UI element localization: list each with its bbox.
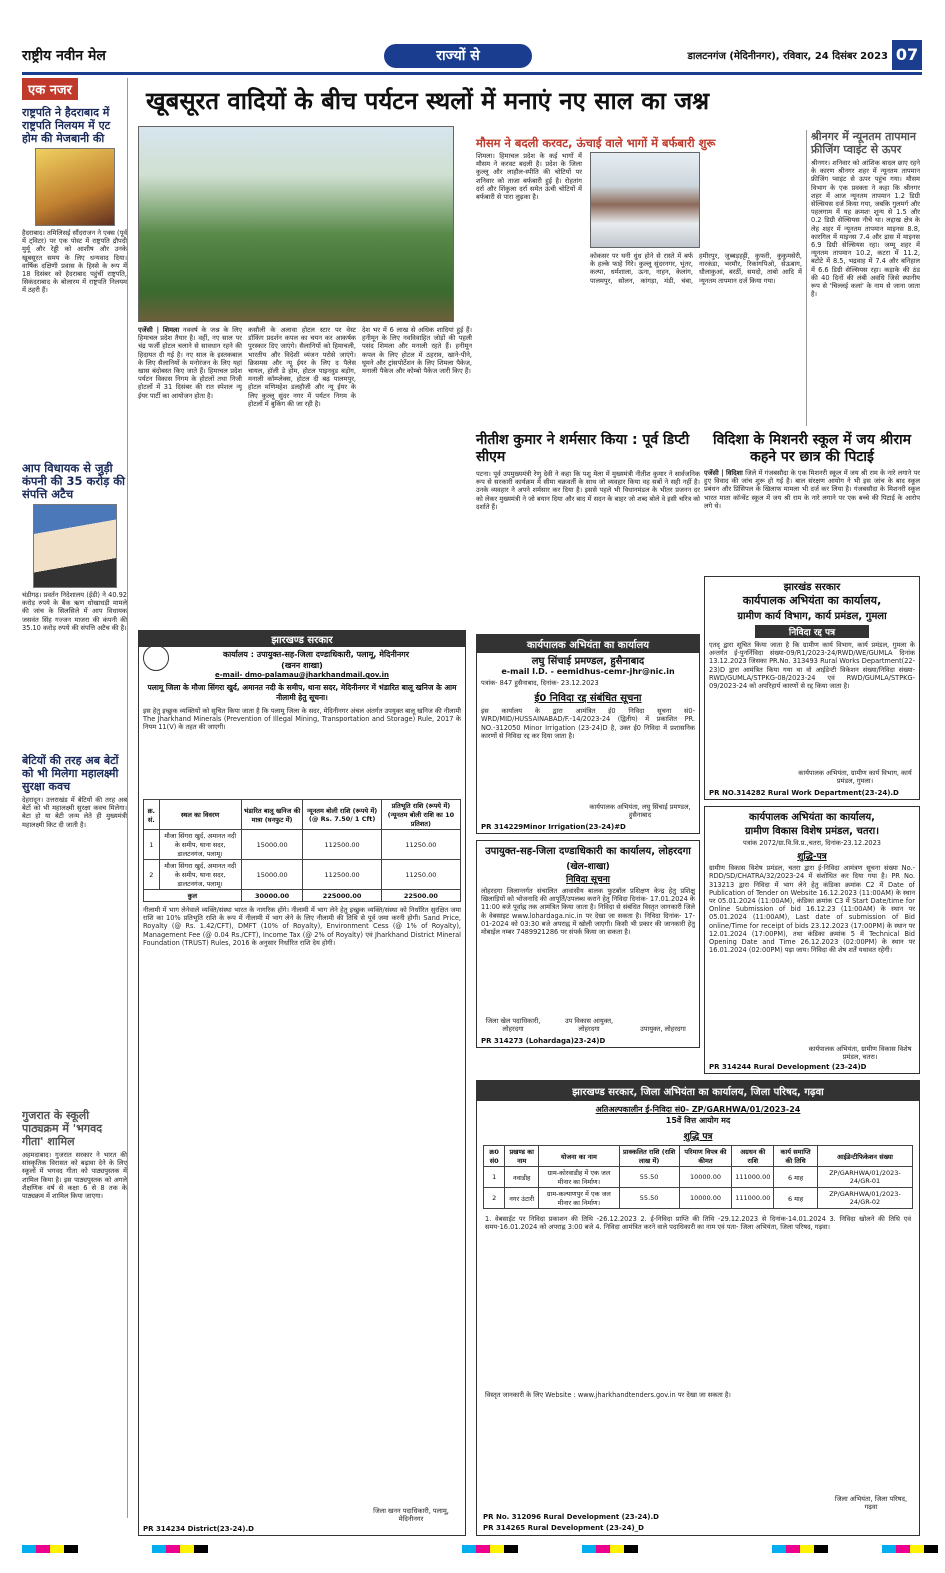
color-swatch — [504, 1545, 518, 1553]
color-swatch — [910, 1545, 924, 1553]
color-swatch — [772, 1545, 786, 1553]
table-header: प्राक्कलित राशि (राशि लाख में) — [619, 1146, 679, 1167]
srinagar-box — [806, 130, 920, 426]
lead-body-col3: देश भर में 6 लाख से अधिक शादियां हुई हैं। हनीमून के लिए नवविवाहित जोड़ों की पहली पसंद शिमला और मनाली रहते हैं। हनीमून कपल के लिए होटल में ठहराव, खाने-पीने, घूमने और ट्रांसपोर्टेशन के लिए शिमला पैकेज, मनाली पैकेज और कोम्बो पैकेज जारी किए हैं। — [362, 326, 472, 376]
page-number: 07 — [892, 40, 922, 70]
color-swatch — [476, 1545, 490, 1553]
table-cell: 6 माह — [774, 1188, 818, 1209]
sidebar-item1-body: हैदराबाद। तमिलिसई सौंदराजन ने एक्स (पूर्व में ट्विटर) पर एक पोस्ट में राष्ट्रपति द्रौपदी मुर्मू और रेड्डी को आशीष और उनके खूबसूरत समय के लिए धन्यवाद दिया। वार्षिक दक्षिणी प्रवास के हिस्से के रूप में 18 दिसंबर को हैदराबाद पहुंचीं राष्ट्रपति, सिकंदराबाद के बोलारम में राष्ट्रपति निलयम में ठहरी हैं। — [22, 229, 127, 295]
print-color-bar — [22, 1545, 922, 1553]
vidisha-headline: विदिशा के मिशनरी स्कूल में जय श्रीराम कहने पर छात्र की पिटाई — [712, 432, 912, 465]
ad-garhwa — [476, 1080, 920, 1536]
nitish-story — [476, 432, 700, 628]
table-cell: 112500.00 — [303, 830, 381, 860]
ad-palamau-table — [143, 799, 461, 902]
table-cell: 6 माह — [774, 1167, 818, 1188]
ad-chatra — [704, 806, 920, 1074]
ad-lohardaga-sign2: उप विकास आयुक्त, लोहरदगा — [564, 1016, 614, 1033]
ad-lohardaga-pr: PR 314273 (Lohardaga)23-24)D — [481, 1037, 606, 1045]
color-swatch — [786, 1545, 800, 1553]
ad-gumla-pr: PR NO.314282 Rural Work Department(23-24).D — [709, 789, 899, 797]
color-swatch — [924, 1545, 938, 1553]
vidisha-body: जिले में गंजबसौदा के एक मिशनरी स्कूल में जय श्री राम के नारे लगाने पर हुए विवाद की जांच शुरू हो गई है। बाल संरक्षण आयोग ने भी इस जांच के बाद स्कूल प्रबंधन और प्रिंसिपल के खिलाफ मामला भी दर्ज कर लिया है। गंजबसौदा के मिशनरी स्कूल भारत माता कॉन्वेंट स्कूल में जय श्री राम के नारे लगाने पर एक बच्चे की पिटाई के आरोप लगे थे। — [704, 469, 920, 510]
lead-body-col1: नववर्ष के जश्न के लिए हिमाचल प्रदेश तैयार है। वहीं, नए साल पर चंद्र फर्जी होटल चलाने से सावधान रहने की हिदायत दी गई है। नए साल के इस्तकबाल के लिए सैलानियों के मनोरंजन के लिए यहां खास बंदोबस्त किए जाते हैं। हिमाचल प्रदेश पर्यटन विकास निगम के होटलों तथा निजी होटलों में 31 दिसंबर की रात स्पेशल न्यू ईयर पार्टी का आयोजन होता है। — [138, 326, 242, 400]
ad-hussainabad-email: e-mail I.D. - eemidhus-cemr-jhr@nic.in — [501, 667, 675, 676]
ad-chatra-signature: कार्यपालक अभियंता, ग्रामीण विकास विशेष प्रमंडल, चतरा। — [808, 1044, 912, 1061]
table-cell: ZP/GARHWA/01/2023-24/GR-01 — [817, 1167, 912, 1188]
ad-lohardaga-branch: (खेल-शाखा) — [566, 862, 610, 872]
ad-hussainabad-ref: पत्रांक- 847 हुसैनाबाद, दिनांक- 23.12.2023 — [481, 679, 599, 687]
table-cell: 2 — [484, 1188, 505, 1209]
ad-lohardaga-title: निविदा सूचना — [565, 875, 611, 885]
ad-lohardaga-sign1: जिला खेल पदाधिकारी, लोहरदगा — [485, 1016, 541, 1033]
table-cell: 30000.00 — [241, 890, 303, 902]
ad-hussainabad-office: कार्यपालक अभियंता का कार्यालय — [477, 635, 699, 653]
lead-body — [138, 326, 474, 626]
color-swatch — [800, 1545, 814, 1553]
table-cell: 112500.00 — [303, 860, 381, 890]
ad-hussainabad — [476, 634, 700, 834]
ad-chatra-body: ग्रामीण विकास विशेष प्रमंडल, चतरा द्वारा ई-निविदा आमंत्रण सूचना संख्या No.-RDD/SD/CHATRA/32/2023-24 में संशोधित कर दिया गया है। PR No. 313213 द्वारा निविदा में भाग लेने हेतु कंडिका क्रमांक C2 में Date of Publication of Tender on Website 16.12.2023 (11:00AM) के स्थान पर 05.01.2024 (11:00AM), कंडिका क्रमांक C3 में Start Date/time for Online Submission of bid 16.12.23 (11:00AM) के स्थान पर 05.01.2024 (11:00AM), Last date of submission of Bid online/Time for receipt of bids 23.12.2023 (17:00PM) के स्थान पर 12.01.2024 (17:00PM), तथा कंडिका क्रमांक 5 में Technical Bid Opening Date and Time 26.12.2023 (02:00PM) के स्थान पर 16.01.2024 (02:00PM) पढ़ा जाय। निविदा की शेष शर्तें यथावत रहेगी। — [709, 864, 915, 955]
table-header: परिमाण विपत्र की कीमत — [679, 1146, 732, 1167]
sidebar-item3-body: देहरादून। उत्तराखंड में बेटियों की तरह अब बेटों को भी महालक्ष्मी सुरक्षा कवच मिलेगा। बेटा हो या बेटी जन्म लेते ही मुख्यमंत्री महालक्ष्मी किट दी जाती है। — [22, 796, 127, 829]
color-swatch — [180, 1545, 194, 1553]
color-swatch — [610, 1545, 624, 1553]
table-cell: नगर उंटारी — [505, 1188, 539, 1209]
table-cell: ZP/GARHWA/01/2023-24/GR-02 — [817, 1188, 912, 1209]
ad-palamau-branch: (खनन शाखा) — [281, 661, 323, 670]
table-cell: मौजा सिंगरा खुर्द, अमानत नदी के समीप, थाना सदर, डालटनगंज, पलामू। — [159, 830, 241, 860]
ad-gumla-signature: कार्यपालक अभियंता, ग्रामीण कार्य विभाग, कार्य प्रमंडल, गुमला। — [798, 768, 912, 785]
color-swatch — [882, 1545, 896, 1553]
table-row — [484, 1167, 913, 1188]
president-photo — [35, 148, 115, 226]
ad-palamau — [138, 630, 466, 1536]
color-swatch — [50, 1545, 64, 1553]
table-total-row — [144, 890, 461, 902]
newspaper-logo: राष्ट्रीय नवीन मेल — [22, 48, 106, 64]
color-swatch — [582, 1545, 596, 1553]
sidebar-item1-title: राष्ट्रपति ने हैदराबाद में राष्ट्रपति निलयम में एट होम की मेजबानी की — [22, 106, 111, 145]
ad-gumla-title: निविदा रद्द पत्र — [755, 625, 869, 638]
color-swatch — [64, 1545, 78, 1553]
color-swatch — [624, 1545, 638, 1553]
table-cell: मौजा सिंगरा खुर्द, अमानत नदी के समीप, थाना सदर, डालटनगंज, पलामू। — [159, 860, 241, 890]
table-cell: 111000.00 — [732, 1188, 774, 1209]
table-cell: 11250.00 — [381, 830, 460, 860]
color-swatch — [194, 1545, 208, 1553]
ad-chatra-division: ग्रामीण विकास विशेष प्रमंडल, चतरा। — [745, 826, 879, 837]
sidebar-item3-title: बेटियों की तरह अब बेटों को भी मिलेगा महालक्ष्मी सुरक्षा कवच — [22, 754, 119, 793]
sidebar-item4-body: अहमदाबाद। गुजरात सरकार ने भारत की सांस्कृतिक विरासत को बढ़ावा देने के लिए स्कूलों में भगवद गीता को पाठ्यपुस्तक में शामिल किया है। इस पाठ्यपुस्तक को अगले शैक्षणिक वर्ष से कक्षा 6 से 8 तक के पाठ्यक्रम में शामिल किया जाएगा। — [22, 1151, 127, 1201]
header-rule — [22, 72, 922, 75]
ad-gumla-office: कार्यपालक अभियंता का कार्यालय, — [742, 594, 882, 607]
ad-garhwa-signature: जिला अभियंता, जिला परिषद, गढ़वा — [834, 1494, 908, 1511]
lead-body-col2: कसौली के अलावा होटल स्टार पर वेस्ट डॉकिंग प्रदर्शन कपल का चयन कर आकर्षक पुरस्कार दिए जाएंगे। सैलानियों को हिमाचली, भारतीय और विदेशी व्यंजन परोसे जाएंगे। क्रिसमस और न्यू ईयर के लिए द पैलेस चायल, हॉली डे होम, होटल पाइनवुड बड़ोग, मनाली कॉम्प्लेक्स, होटल दी बढ़ पालमपुर, होटल मणिमहेश डलहौजी और न्यू ईयर के लिए कुल्लू सुंदर नगर में पर्यटन निगम के होटलों में बुकिंग की जा रही है। — [248, 326, 356, 408]
color-swatch — [462, 1545, 476, 1553]
table-cell: 15000.00 — [241, 830, 303, 860]
table-cell: 11250.00 — [381, 860, 460, 890]
table-cell: 55.50 — [619, 1167, 679, 1188]
ad-garhwa-pr1: PR No. 312096 Rural Development (23-24).D — [483, 1513, 659, 1521]
weather-headline: मौसम ने बदली करवट, ऊंचाई वाले भागों में बर्फबारी शुरू — [476, 136, 716, 150]
table-header: प्रखण्ड का नाम — [505, 1146, 539, 1167]
table-header: योजना का नाम — [539, 1146, 620, 1167]
table-header: न्यूनतम बोली राशि (रूपये में) (@ Rs. 7.50/ 1 Cft) — [303, 800, 381, 830]
table-cell: कुल — [144, 890, 242, 902]
ad-garhwa-title: शुद्धि पत्र — [683, 1132, 713, 1142]
ad-palamau-signature: जिला खनन पदाधिकारी, पलामू, मेदिनीनगर — [373, 1506, 449, 1523]
sidebar-item2-title: आप विधायक से जुड़ी कंपनी की 35 करोड़ की संपत्ति अटैच — [22, 461, 126, 501]
ad-gumla-body: एतद् द्वारा सूचित किया जाता है कि ग्रामीण कार्य विभाग, कार्य प्रमंडल, गुमला के अन्तर्गत ई-पुनर्निविदा संख्या-09/R1/2023-24/RWD/WE/GUMLA दिनांक 13.12.2023 जिसका PR.No. 313493 Rural Works Department(22-23)D द्वारा आमंत्रित किया गया था वो आईडेन्टी विकेशन संख्या/निविदा संख्या-RWD/GUMLA/STPKG-08/2023-24 एवं RWD/GUMLA/STPKG-09/2023-24 को अपरिहार्य कारणों से रद्द किया जाता है। — [709, 641, 915, 691]
nitish-body: पटना। पूर्व उपमुख्यमंत्री रेणु देवी ने कहा कि पशु मेला में मुख्यमंत्री नीतीश कुमार ने सार्वजनिक रूप से सरकारी कार्यक्रम में सीमा चक्रवर्ती के साथ जो व्यवहार किया वह सबों ने सही नहीं है। उनके व्यवहार ने अपने शर्मसार कर दिया है। इससे पहले भी विधानमंडल के भीतर प्रजनन दर को लेकर मुख्यमंत्री ने जो बयान दिया और बाद में सदन के बाहर जो शब्द बोले वे इसी चरित्र को दर्शाते हैं। — [476, 470, 700, 511]
ad-palamau-intro: इस हेतु इच्छुक व्यक्तियों को सूचित किया जाता है कि पलामू जिला के सदर, मेदिनीनगर अंचल अंतर्गत उपयुक्त बालू खनिज की नीलामी The Jharkhand Minerals (Prevention of Illegal Mining, Transportation and Storage) Rule, 2017 के नियम 11(V) के तहत की जाएगी। — [143, 707, 461, 732]
ad-lohardaga — [476, 840, 700, 1048]
ad-hussainabad-pr: PR 314229Minor Irrigation(23-24)#D — [481, 823, 626, 831]
table-cell: 10000.00 — [679, 1167, 732, 1188]
ad-garhwa-ref: अतिअल्पकालीन ई-निविदा सं0- ZP/GARHWA/01/2023-24 — [595, 1105, 801, 1114]
table-row — [484, 1188, 913, 1209]
color-swatch — [490, 1545, 504, 1553]
table-row — [144, 830, 461, 860]
dateline: डालटनगंज (मेदिनीनगर), रविवार, 24 दिसंबर 2023 — [687, 51, 888, 62]
color-swatch — [166, 1545, 180, 1553]
table-cell: 15000.00 — [241, 860, 303, 890]
weather-body-2: कोकसर पर घनी धुंध होने से रास्ते में बर्फ के हल्के फाहे गिरे। कुल्लू सुंदरनगर, भुंतर, कल्पा, धर्मशाला, ऊना, नाहन, केलांग, पालमपुर, सोलन, कांगड़ा, मंडी, चंबा, हमीरपुर, जुब्बड़हट्टी, कुफरी, कुकुमसेरी, नारकंडा, भरमौर, रिकांगपिओ, सेऊबाग, धौलाकुआं, बरठीं, समदो, ताबो आदि में न्यूनतम तापमान दर्ज किया गया। — [590, 252, 802, 285]
ad-palamau-org: झारखण्ड सरकार — [139, 631, 465, 647]
ad-garhwa-terms: 1. वेबसाईट पर निविदा प्रकाशन की तिथि -26.12.2023 2. ई-निविदा प्राप्ति की तिथि -29.12.2023 से दिनांक-14.01.2024 3. निविदा खोलने की तिथि एवं समय-16.01.2024 को अपराह्न 3:00 बजे 4. निविदा आमंत्रित करने वाले पदाधिकारी का नाम एवं पता- जिला अभियंता, जिला परिषद, गढ़वा। — [485, 1215, 911, 1232]
color-swatch — [814, 1545, 828, 1553]
table-cell: 1 — [144, 830, 160, 860]
table-cell: 55.50 — [619, 1188, 679, 1209]
vidisha-story — [704, 432, 920, 572]
weather-body: शिमला। हिमाचल प्रदेश के कई भागों में मौसम ने करवट बदली है। प्रदेश के जिला कुल्लू और लाहौल-स्पीति की चोटियों पर शनिवार को ताजा बर्फबारी हुई है। रोहतांग दर्रा और शिंकुला दर्रा समेत ऊंची चोटियों में बर्फबारी से पारा लुढ़का है। — [476, 152, 582, 202]
ad-hussainabad-signature: कार्यपालक अभियंता, लघु सिंचाई प्रमण्डल, हुसैनाबाद — [589, 802, 691, 819]
color-swatch — [152, 1545, 166, 1553]
ad-garhwa-website: विस्तृत जानकारी के लिए Website : www.jharkhandtenders.gov.in पर देखा जा सकता है। — [485, 1391, 731, 1399]
ad-garhwa-pr2: PR 314265 Rural Development (23-24)_D — [483, 1524, 644, 1532]
section-label: राज्यों से — [384, 44, 532, 68]
color-swatch — [36, 1545, 50, 1553]
table-header: भंडारित बालू खनिज की मात्रा (घनफुट में) — [241, 800, 303, 830]
sidebar-item4-title: गुजरात के स्कूली पाठ्यक्रम में 'भगवद गीता' शामिल — [22, 1109, 103, 1148]
lead-headline: खूबसूरत वादियों के बीच पर्यटन स्थलों में मनाएं नए साल का जश्न — [146, 87, 710, 115]
sidebar-tag: एक नजर — [22, 78, 78, 100]
ad-chatra-title: शुद्धि-पत्र — [797, 852, 827, 863]
ad-chatra-ref: पत्रांक 2072/ग्रा.वि.वि.प्र.,चतरा, दिनांक-23.12.2023 — [743, 839, 881, 847]
table-row — [144, 860, 461, 890]
table-header: कार्य समाप्ति की तिथि — [774, 1146, 818, 1167]
table-header: स्थल का विवरण — [159, 800, 241, 830]
srinagar-body: श्रीनगर। शनिवार को आंशिक बादल छाए रहने के कारण श्रीनगर शहर में न्यूनतम तापमान फ्रीजिंग प्वाइंट से ऊपर पहुंच गया। मौसम विभाग के एक प्रवक्ता ने कहा कि श्रीनगर शहर में आज न्यूनतम तापमान 1.2 डिग्री सेल्सियस दर्ज किया गया, जबकि गुलमर्ग और पहलगाम में यह क्रमशः शून्य से 1.5 और 0.2 डिग्री सेल्सियस नीचे था। लद्दाख क्षेत्र के लेह शहर में न्यूनतम तापमान माइनस 8.8, कारगिल में माइनस 7.4 और द्रास में माइनस 6.9 डिग्री सेल्सियस रहा। जम्मू शहर में न्यूनतम तापमान 10.2, कटरा में 11.2, बटोटे में 8.5, भद्रवाह में 7.4 और बनिहाल में 6.6 डिग्री सेल्सियस रहा। कड़ाके की ठंड की 40 दिनों की लंबी अवधि जिसे स्थानीय रूप से 'चिल्लई कलां' के नाम से जाना जाता है। — [811, 159, 920, 299]
ad-hussainabad-body: इस कार्यालय के द्वारा आमंत्रित ई0 निविदा सूचना सं0-WRD/MID/HUSSAINABAD/F.-14/2023-24 (द्वितीय) में प्रकाशित PR. NO.-312050 Minor Irrigation (23-24)D है, उक्त ई0 निविदा में प्रशासनिक कारणों से निविदा रद्द कर दिया जाता है। — [481, 707, 695, 740]
ad-chatra-office: कार्यपालक अभियंता का कार्यालय, — [749, 812, 875, 823]
ad-lohardaga-office: उपायुक्त-सह-जिला दण्डाधिकारी का कार्यालय, लोहरदगा — [485, 846, 691, 857]
ad-garhwa-table — [483, 1145, 913, 1209]
srinagar-headline: श्रीनगर में न्यूनतम तापमान फ्रीजिंग प्वाइंट से ऊपर — [811, 130, 916, 156]
ad-chatra-pr: PR 314244 Rural Development (23-24)D — [709, 1063, 867, 1071]
table-header: अग्रधन की राशि — [732, 1146, 774, 1167]
ad-palamau-office: कार्यालय : उपायुक्त-सह-जिला दण्डाधिकारी, पलामू, मेदिनीनगर — [222, 650, 410, 659]
sidebar-ek-nazar — [22, 78, 128, 1518]
table-cell: ग्राम-कोरवाडीह में एक जल मीनार का निर्माण। — [539, 1167, 620, 1188]
ad-palamau-pr: PR 314234 District(23-24).D — [143, 1525, 254, 1533]
ad-palamau-notice: पलामू जिला के मौजा सिंगरा खुर्द, अमानत नदी के समीप, थाना सदर, मेदिनीनगर में भंडारित बालू खनिज के आम नीलामी हेतु सूचना। — [147, 683, 457, 702]
table-cell: 2 — [144, 860, 160, 890]
table-cell: नवाडीह — [505, 1167, 539, 1188]
hill-photo — [138, 126, 454, 322]
ad-garhwa-subtitle: 15वें वित्त आयोग मद — [665, 1116, 731, 1125]
ad-lohardaga-body: लोहरदगा जिलान्तर्गत संचालित आवासीय बालक फुटबॉल प्रशिक्षण केन्द्र हेतु प्रशिक्षु खिलाड़ियों को भोजनादि की आपूर्ति/उपलब्ध कराने हेतु निविदा दिनांक- 17.01.2024 के 11:00 बजे पूर्वाह्न तक आमंत्रित किया जाता है। निविदा से संबंधित विस्तृत जानकारी जिले के वेबसाइट www.lohardaga.nic.in पर देखा जा सकता है। निविदा दिनांक- 17-01-2024 को 03:30 बजे अपराह्न में खोली जाएगी। किसी भी प्रकार की जानकारी हेतु मोबाईल नम्बर 7489921286 पर संपर्क किया जा सकता है। — [481, 887, 695, 937]
sidebar-item2-body: चंडीगढ़। प्रवर्तन निदेशालय (ईडी) ने 40.92 करोड़ रुपये के बैंक ऋण धोखाधड़ी मामले की जांच के सिलसिले में आप विधायक जसवंत सिंह गज्जन माजरा की कंपनी की 35.10 करोड़ रुपये की संपत्ति अटैच की है। — [22, 591, 127, 632]
table-cell: 225000.00 — [303, 890, 381, 902]
mla-photo — [33, 504, 117, 588]
nitish-headline: नीतीश कुमार ने शर्मसार किया : पूर्व डिप्टी सीएम — [476, 432, 690, 465]
ad-hussainabad-division: लघु सिंचाई प्रमण्डल, हुसैनाबाद — [531, 656, 645, 667]
table-header: क्र0 सं0 — [484, 1146, 505, 1167]
ad-garhwa-office: झारखण्ड सरकार, जिला अभियंता का कार्यालय, जिला परिषद, गढ़वा — [477, 1081, 919, 1101]
table-header: प्रतिभूति राशि (रूपये में) (न्यूनतम बोली राशि का 10 प्रतिशत) — [381, 800, 460, 830]
masthead — [22, 44, 922, 70]
table-header: क्र. सं. — [144, 800, 160, 830]
ad-hussainabad-title: ई0 निविदा रद्द संबंधित सूचना — [534, 693, 642, 705]
table-cell: 1 — [484, 1167, 505, 1188]
lead-dateline: एजेंसी | शिमला — [138, 326, 180, 334]
table-cell: 10000.00 — [679, 1188, 732, 1209]
ad-gumla-division: ग्रामीण कार्य विभाग, कार्य प्रमंडल, गुमला — [737, 611, 887, 622]
table-header: आईडेन्टीफिकेशन संख्या — [817, 1146, 912, 1167]
ad-gumla — [704, 576, 920, 800]
color-swatch — [596, 1545, 610, 1553]
table-cell: 22500.00 — [381, 890, 460, 902]
govt-seal-icon — [143, 645, 169, 671]
ad-palamau-email: e-mail- dmo-palamau@jharkhandmail.gov.in — [215, 671, 389, 679]
color-swatch — [896, 1545, 910, 1553]
ad-lohardaga-sign3: उपायुक्त, लोहरदगा — [640, 1024, 686, 1033]
color-swatch — [22, 1545, 36, 1553]
snow-photo — [590, 152, 700, 248]
vidisha-dateline: एजेंसी | विदिशा — [704, 469, 743, 477]
ad-palamau-terms: नीलामी में भाग लेनेवाले व्यक्ति/संस्था भारत के नागरिक होंगे। नीलामी में भाग लेने हेतु इच्छुक व्यक्ति/संस्था को निर्धारित सुरक्षित जमा राशि का 10% प्रतिभूति राशि के रूप में नीलामी में भाग लेने के लिए नीलामी की तिथि से पूर्व जमा करनी होगी। Sand Price, Royalty (@ Rs. 1.42/CFT), DMFT (10% of Royalty), Environment Cess (@ 1% of Royalty), Management Fee (@ 0.04 Rs./CFT), Income Tax (@ 2% of Royalty) एवं Jharkhand District Mineral Foundation (TRUST) Rules, 2016 के अनुसार निर्धारित राशि देय होगी। — [143, 906, 461, 947]
ad-gumla-org: झारखंड सरकार — [783, 582, 841, 593]
table-cell: ग्राम-कल्याणपुर में एक जल मीनार का निर्माण। — [539, 1188, 620, 1209]
table-cell: 111000.00 — [732, 1167, 774, 1188]
